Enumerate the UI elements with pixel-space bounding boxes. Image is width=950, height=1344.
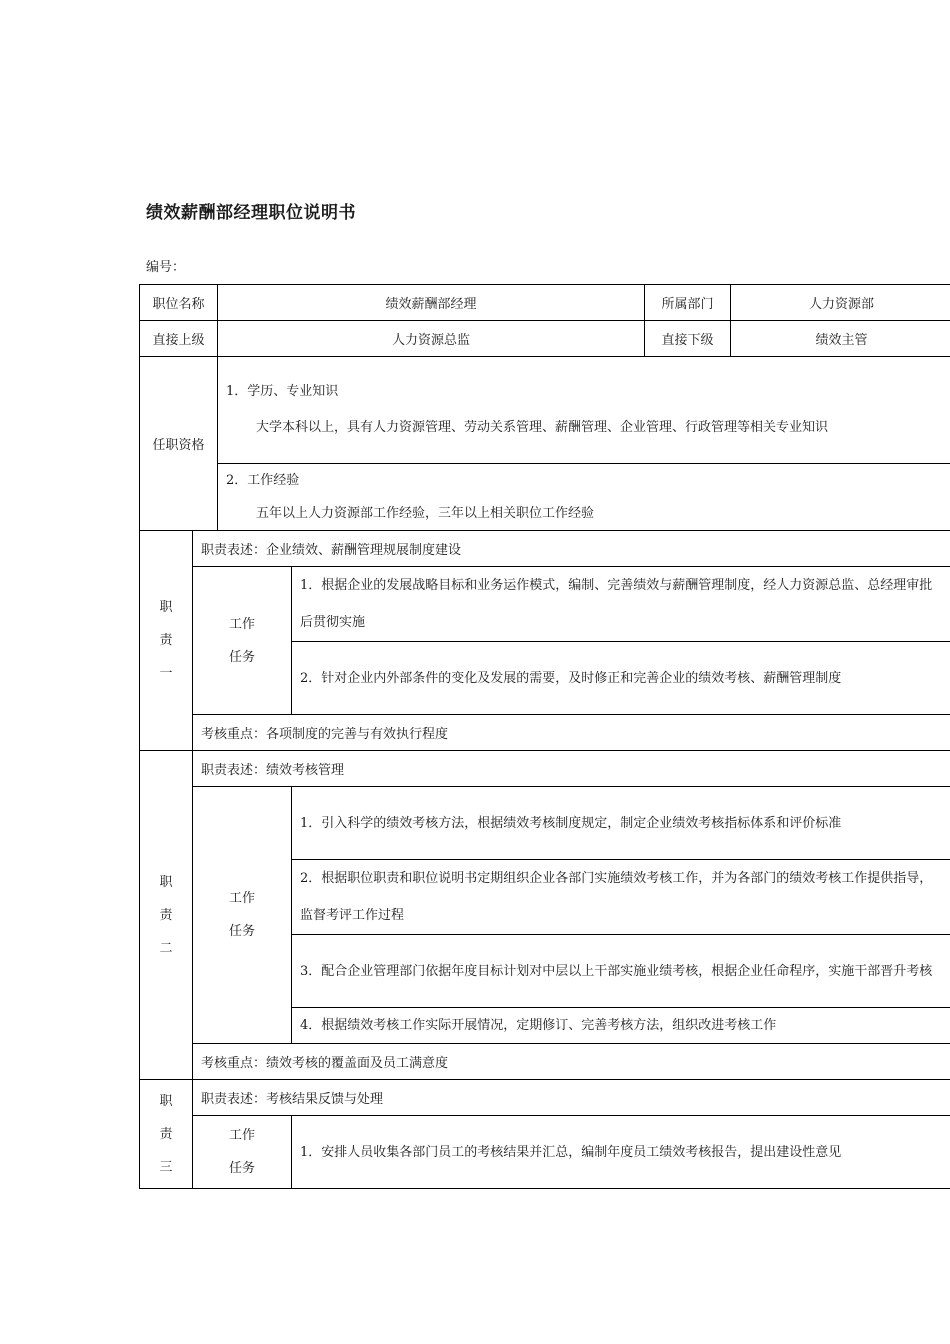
document-title: 绩效薪酬部经理职位说明书	[146, 203, 356, 223]
department-label: 所属部门	[645, 285, 731, 321]
duty3-label-char: 三	[159, 1159, 173, 1175]
qualification-label: 任职资格	[140, 357, 218, 531]
duty1-label	[140, 531, 193, 751]
duty2-description-row	[140, 751, 950, 787]
duty1-task-2: 2．针对企业内外部条件的变化及发展的需要，及时修正和完善企业的绩效考核、薪酬管理制度	[300, 670, 842, 686]
duty2-description: 职责表述：绩效考核管理	[193, 751, 950, 787]
task-label-line: 任务	[229, 924, 256, 939]
qualification-experience-title: 2．工作经验	[226, 473, 300, 488]
duty2-task-2-cell	[292, 860, 950, 935]
duty1-label-char: 职	[159, 600, 173, 615]
duty2-label-char: 责	[159, 907, 173, 923]
duty1-task-1: 1．根据企业的发展战略目标和业务运作模式，编制、完善绩效与薪酬管理制度，经人力资源总监、总经理审批后贯彻实施	[300, 578, 933, 630]
duty2-task-1-cell	[292, 787, 950, 860]
duty2-focus: 考核重点：绩效考核的覆盖面及员工满意度	[193, 1044, 950, 1080]
duty3-description-row	[140, 1080, 950, 1116]
superior-label: 直接上级	[140, 321, 218, 357]
duty1-task-1-cell	[292, 567, 950, 642]
department-value: 人力资源部	[731, 285, 950, 321]
duty1-focus: 考核重点：各项制度的完善与有效执行程度	[193, 715, 950, 751]
task-label-line: 工作	[229, 616, 256, 632]
duty1-description-row	[140, 531, 950, 567]
duty2-task-label	[193, 787, 292, 1044]
duty1-task-2-cell	[292, 642, 950, 715]
qualification-education-title: 1．学历、专业知识	[226, 384, 339, 399]
duty1-task-row	[140, 567, 950, 642]
qualification-education-text: 大学本科以上，具有人力资源管理、劳动关系管理、薪酬管理、企业管理、行政管理等相关专业知识	[256, 420, 829, 435]
duty3-task-row	[140, 1116, 950, 1189]
duty2-task-1: 1．引入科学的绩效考核方法，根据绩效考核制度规定，制定企业绩效考核指标体系和评价标准	[300, 815, 842, 831]
task-label-line: 工作	[229, 891, 256, 906]
duty3-label-char: 责	[159, 1126, 173, 1142]
duty2-label-char: 职	[159, 874, 173, 890]
duty3-description: 职责表述：考核结果反馈与处理	[193, 1080, 950, 1116]
position-value: 绩效薪酬部经理	[218, 285, 645, 321]
duty3-label	[140, 1080, 193, 1189]
qualification-row-1	[140, 357, 950, 464]
duty1-task-label	[193, 567, 292, 715]
duty2-focus-row	[140, 1044, 950, 1080]
duty2-label-char: 二	[159, 940, 173, 956]
duty2-task-4-cell	[292, 1008, 950, 1044]
duty1-label-char: 一	[159, 666, 173, 681]
duty1-description: 职责表述：企业绩效、薪酬管理规展制度建设	[193, 531, 950, 567]
duty2-task-3: 3．配合企业管理部门依据年度目标计划对中层以上干部实施业绩考核，根据企业任命程序，实施干部晋升考核	[300, 963, 933, 979]
qualification-row-2	[140, 464, 950, 531]
duty1-focus-row	[140, 715, 950, 751]
duty2-label	[140, 751, 193, 1080]
position-label: 职位名称	[140, 285, 218, 321]
header-row-reporting	[140, 321, 950, 357]
qualification-education-cell	[218, 357, 950, 464]
task-label-line: 任务	[229, 649, 256, 665]
duty3-label-char: 职	[159, 1093, 173, 1109]
duty2-task-3-cell	[292, 935, 950, 1008]
superior-value: 人力资源总监	[218, 321, 645, 357]
qualification-experience-cell	[218, 464, 950, 531]
duty3-task-label	[193, 1116, 292, 1189]
subordinate-label: 直接下级	[645, 321, 731, 357]
duty2-task-2: 2．根据职位职责和职位说明书定期组织企业各部门实施绩效考核工作，并为各部门的绩效考核工作提供指导，监督考评工作过程	[300, 871, 933, 923]
qualification-experience-text: 五年以上人力资源部工作经验，三年以上相关职位工作经验	[256, 506, 595, 521]
document-number-label: 编号：	[146, 260, 186, 275]
header-row-position	[140, 285, 950, 321]
task-label-line: 工作	[229, 1128, 256, 1143]
task-label-line: 任务	[229, 1161, 256, 1176]
job-description-table	[139, 284, 950, 1189]
duty3-task-1: 1．安排人员收集各部门员工的考核结果并汇总，编制年度员工绩效考核报告，提出建设性意见	[300, 1144, 842, 1160]
duty2-task-4: 4．根据绩效考核工作实际开展情况，定期修订、完善考核方法，组织改进考核工作	[300, 1018, 777, 1033]
duty2-task-row	[140, 787, 950, 860]
subordinate-value: 绩效主管	[731, 321, 950, 357]
duty3-task-1-cell	[292, 1116, 950, 1189]
duty1-label-char: 责	[159, 633, 173, 648]
